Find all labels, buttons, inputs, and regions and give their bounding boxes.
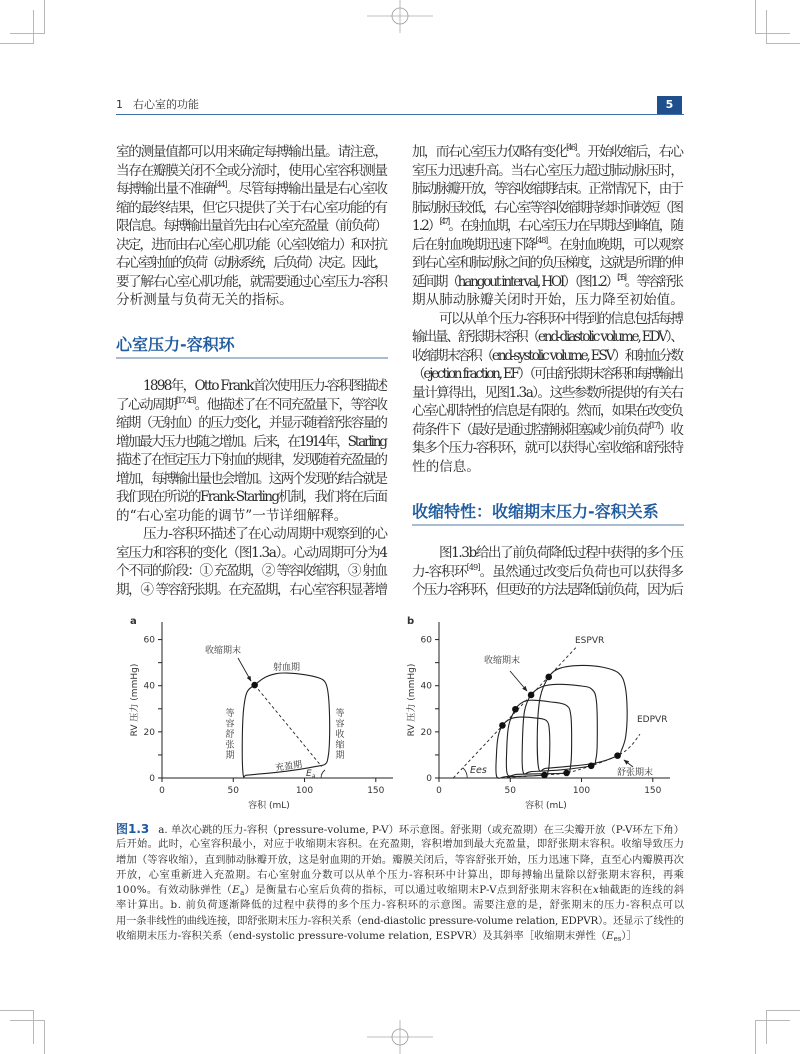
text-line-content: 到右心室和肺动脉之间的负压梯度，这就是所谓的伸 — [412, 255, 683, 271]
figure-caption — [116, 822, 684, 944]
x-tick-label: 50 — [227, 786, 239, 796]
caption-line — [116, 914, 684, 929]
x-tick-label: 0 — [436, 786, 442, 796]
pv-point-marker — [563, 770, 570, 777]
series-espvr — [453, 648, 576, 778]
pv-point-marker — [545, 674, 552, 681]
text-line-content: 了心动周期[17, 45]。他描述了在不同充盈量下，等容收 — [116, 395, 387, 413]
text-line-content: 决定，进而由右心室心肌功能（心室收缩力）和对抗 — [116, 236, 387, 253]
label-ea: $E_a$ — [306, 769, 316, 780]
caption-line — [116, 883, 684, 898]
text-line-content: 的“右心室功能的调节”一节详细解释。 — [116, 507, 348, 524]
text-line-content: 力-容积环[49]。虽然通过改变后负荷也可以获得多 — [412, 562, 684, 580]
y-tick-label: 40 — [420, 681, 432, 692]
arrow-icon — [510, 671, 527, 691]
text-line-content: 期，④ 等容舒张期。在充盈期，右心室容积显著增 — [116, 581, 387, 598]
caption-text: 收缩期末压力-容积关系（end-systolic pressure-volume relation, ESPVR）及其斜率［收缩期末弹性$(E_{es})]$ — [116, 930, 637, 944]
text-line-content: 后在射血晚期迅速下降[48]。在射血晚期，可以观察 — [412, 235, 683, 253]
x-axis-label: 容积 (mL) — [525, 801, 567, 811]
text-line-content: 描述了在恒定压力下射血的规律，发现随着充盈量的 — [116, 452, 387, 468]
caption-text: 增加（等容收缩），直到肺动脉瓣开放，这是射血期的开始。瓣膜关闭后，等容舒张开始，压力迅速下降，直至心内瓣膜再次 — [116, 853, 685, 866]
pv-point-marker — [614, 752, 621, 759]
label-espvr: ESPVR — [575, 636, 605, 646]
text-line-content: 性的信息。 — [412, 458, 480, 475]
text-line-content: （ejection fraction, EF）（可由舒张期末容积和每搏输出 — [412, 366, 682, 382]
text-line-content: 室压力迅速升高。当右心室压力超过肺动脉压时， — [412, 162, 683, 179]
panel-letter: b — [407, 616, 415, 627]
text-line-content: 室的测量值都可以用来确定每搏输出量。请注意， — [116, 144, 387, 160]
text-line-content: 可以从单个压力-容积环中得到的信息包括每搏 — [439, 310, 683, 327]
x-tick-label: 150 — [644, 786, 662, 796]
section-heading-pv-loop: 心室压力-容积环 — [116, 335, 235, 354]
y-tick-label: 0 — [149, 774, 155, 784]
x-axis-label: 容积 (mL) — [248, 801, 290, 811]
text-line-content: 增加最大压力也随之增加。后来，在1914年，Starling — [116, 433, 386, 450]
caption-line — [116, 853, 684, 868]
caption-line — [116, 929, 684, 944]
caption-line — [116, 837, 684, 852]
angle-arc-icon — [321, 770, 325, 778]
label-end-diastole: 舒张期末 — [617, 768, 654, 778]
y-tick-label: 20 — [420, 727, 432, 738]
x-tick-label: 150 — [367, 786, 385, 796]
text-line-content: 1.2）[47]。在射血期，右心室压力在早期达到峰值，随 — [412, 217, 683, 234]
text-line-content: 收缩期末容积（end-systolic volume, ESV）和射血分数 — [412, 347, 682, 364]
text-line-content: 我们现在所说的Frank-Starling机制，我们将在后面 — [116, 489, 387, 505]
panel-letter: a — [130, 616, 137, 627]
page-number-badge: 5 — [657, 96, 682, 114]
text-line-content: 1898年，Otto Frank首次使用压力-容积图描述 — [143, 378, 387, 394]
text-line-content: 图1.3b给出了前负荷降低过程中获得的多个压 — [439, 545, 683, 561]
y-tick-label: 20 — [143, 727, 155, 738]
text-line-content: 个压力-容积环，但更好的方法是降低前负荷，因为后 — [412, 582, 683, 598]
text-line-content: 每搏输出量不准确[44]。尽管每搏输出量是右心室收 — [116, 180, 387, 197]
caption-text: 率计算出。b. 前负荷逐渐降低的过程中获得的多个压力-容积环的示意图。需要注意的是，舒张期末的压力-容积点可以 — [116, 899, 685, 912]
chapter-number: 1 — [116, 98, 123, 111]
caption-line — [116, 822, 684, 837]
text-line-content: 缩期（无射血）的压力变化，并显示随着舒张容量的 — [116, 415, 387, 431]
text-line-content: 要了解右心室心肌功能，就需要通过心室压力-容积 — [116, 273, 387, 290]
text-line-content: 限信息。每搏输出量首先由右心室充盈量（前负荷） — [116, 218, 387, 234]
y-tick-label: 0 — [426, 774, 432, 784]
text-line-content: 分析测量与负荷无关的指标。 — [116, 292, 293, 308]
text-line-content: 输出量、舒张期末容积（end-diastolic volume, EDV）、 — [412, 329, 682, 345]
caption-line — [116, 898, 684, 913]
label-ees: Ees — [470, 765, 487, 776]
caption-text: 100%。有效动脉弹性$(E_a)$是衡量右心室后负荷的指标，可以通过收缩期末P-V点到舒张期末容积在x轴截距的连线的斜 — [116, 884, 685, 898]
pv-point-marker — [512, 706, 519, 713]
y-axis-label: RV 压力 (mmHg) — [130, 663, 140, 737]
text-line-content: 延间期（hangout interval, HOI）（图1.2）[35]。等容舒张 — [412, 272, 682, 290]
figure-label: 图1.3 — [116, 822, 150, 836]
chart-panel-b — [405, 616, 670, 811]
caption-text: 用一条非线性的曲线连接，即舒张期末压力-容积关系（end-diastolic pressure-volume relation, EDPVR）。还显示了线性的 — [116, 914, 684, 927]
pv-point-marker — [588, 762, 595, 769]
pv-point-marker — [541, 772, 548, 779]
caption-text: 后开始。此时，心室容积最小，对应于收缩期末容积。在充盈期，容积增加到最大充盈量，即舒张期末容积。收缩导致压力 — [116, 838, 685, 851]
text-line-content: 加，而右心室压力仅略有变化[46]。开始收缩后，右心 — [412, 143, 683, 160]
x-tick-label: 100 — [295, 786, 314, 796]
x-tick-label: 0 — [159, 786, 165, 796]
text-line-content: 室压力和容积的变化（图1.3a）。心动周期可分为4 — [116, 544, 387, 561]
y-tick-label: 40 — [143, 681, 155, 692]
text-line-content: 期从肺动脉瓣关闭时开始，压力降至初始值。 — [412, 292, 684, 308]
chapter-title: 右心室的功能 — [133, 98, 199, 111]
label-filling: 充盈期 — [274, 760, 303, 774]
label-end-systole: 收缩期末 — [484, 656, 521, 666]
text-line-content: 增加，每搏输出量也会增加。这两个发现的结合就是 — [116, 470, 387, 487]
caption-text: a. 单次心跳的压力-容积（pressure-volume, P-V）环示意图。舒张期（或充盈期）在三尖瓣开放（P-V环左下角） — [158, 824, 685, 836]
text-line-content: 量计算得出，见图1.3a）。这些参数所提供的有关右 — [412, 384, 683, 401]
arrow-icon — [238, 658, 251, 681]
label-end-systole: 收缩期末 — [205, 646, 242, 656]
caption-line — [116, 868, 684, 883]
label-iso-relax: 等容舒张期 — [225, 709, 235, 761]
series-ea — [255, 685, 322, 766]
text-line-content: 个不同的阶段：① 充盈期，② 等容收缩期，③ 射血 — [116, 563, 387, 579]
y-tick-label: 60 — [420, 635, 432, 646]
text-line-content: 当存在瓣膜关闭不全或分流时，使用心室容积测量 — [116, 162, 387, 179]
series-loop-3 — [522, 684, 597, 774]
text-line-content: 肺动脉瓣开放，等容收缩期结束。正常情况下，由于 — [412, 181, 683, 197]
label-edpvr: EDPVR — [637, 715, 668, 725]
y-tick-label: 60 — [143, 635, 155, 646]
x-tick-label: 50 — [504, 786, 516, 796]
section-heading-espvr: 收缩特性：收缩期末压力-容积关系 — [412, 502, 659, 521]
text-line-content: 缩的最终结果，但它只提供了关于右心室功能的有 — [116, 199, 387, 216]
angle-arc-icon — [463, 768, 467, 778]
pv-point-marker — [251, 682, 258, 689]
text-line-content: 压力-容积环描述了在心动周期中观察到的心 — [143, 526, 388, 542]
pv-point-marker — [528, 692, 535, 699]
text-line-content: 右心室射血的负荷（动脉系统，后负荷）决定。因此， — [116, 255, 386, 271]
pv-point-marker — [499, 722, 506, 729]
label-iso-contract: 等容收缩期 — [335, 709, 345, 761]
caption-text: 开放，心室重新进入充盈期。右心室射血分数可以从单个压力-容积环中计算出，即每搏输出量除以舒张期末容积，再乘 — [116, 868, 685, 881]
chart-panel-a — [128, 616, 393, 811]
y-axis-label: RV 压力 (mmHg) — [407, 663, 417, 737]
text-line-content: 肺动脉压较低，右心室等容收缩期持续时间较短（图 — [412, 199, 683, 216]
text-line-content: 心室心肌特性的信息是有限的。然而，如果在改变负 — [412, 403, 683, 419]
label-ejection: 射血期 — [273, 663, 301, 673]
arrow-icon — [624, 760, 633, 767]
x-tick-label: 100 — [572, 786, 591, 796]
text-line-content: 荷条件下（最好是通过腔静脉阻塞减少前负荷[17]）收 — [412, 420, 683, 438]
series-loop-4 — [537, 665, 627, 771]
text-line-content: 集多个压力-容积环，就可以获得心室收缩和舒张特 — [412, 440, 683, 456]
